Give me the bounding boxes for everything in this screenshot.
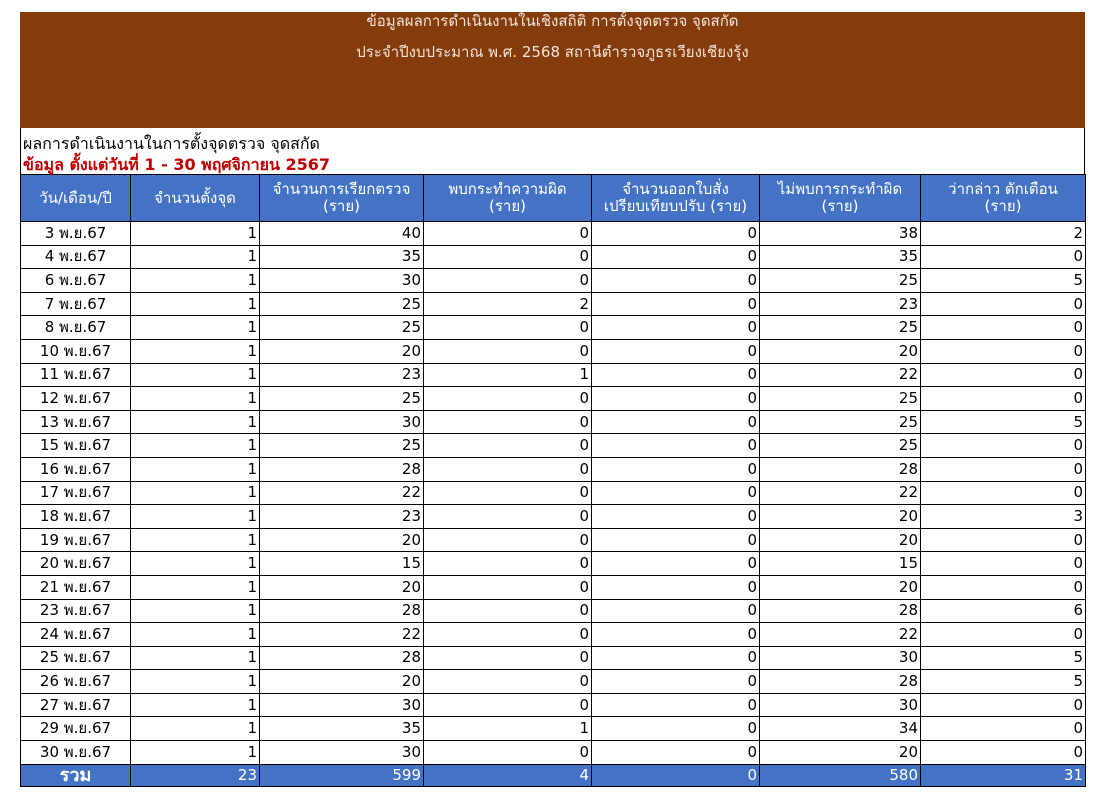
cell-no-offense: 25 [760,434,921,458]
cell-tickets-issued: 0 [592,269,760,293]
cell-tickets-issued: 0 [592,741,760,765]
table-row [21,245,1086,269]
cell-warnings: 0 [921,245,1086,269]
cell-tickets-issued: 0 [592,599,760,623]
cell-no-offense: 28 [760,457,921,481]
cell-no-offense: 25 [760,269,921,293]
stats-sheet [20,128,1085,787]
cell-warnings: 3 [921,505,1086,529]
cell-offenses-found: 0 [424,222,592,246]
total-label: รวม [21,764,131,786]
cell-warnings: 0 [921,575,1086,599]
cell-warnings: 5 [921,410,1086,434]
cell-no-offense: 20 [760,741,921,765]
cell-date: 29 พ.ย.67 [21,717,131,741]
table-row [21,316,1086,340]
cell-warnings: 0 [921,693,1086,717]
cell-offenses-found: 2 [424,292,592,316]
table-row [21,363,1086,387]
total-tickets-issued: 0 [592,764,760,786]
cell-tickets-issued: 0 [592,528,760,552]
cell-tickets-issued: 0 [592,410,760,434]
cell-date: 12 พ.ย.67 [21,387,131,411]
cell-tickets-issued: 0 [592,363,760,387]
cell-no-offense: 15 [760,552,921,576]
cell-checkpoints: 1 [131,387,260,411]
cell-warnings: 0 [921,339,1086,363]
cell-warnings: 0 [921,292,1086,316]
table-row [21,481,1086,505]
table-caption [20,128,1085,174]
table-row [21,528,1086,552]
cell-no-offense: 28 [760,670,921,694]
table-row [21,269,1086,293]
cell-warnings: 0 [921,552,1086,576]
table-row [21,717,1086,741]
cell-checkpoints: 1 [131,457,260,481]
cell-date: 26 พ.ย.67 [21,670,131,694]
table-row [21,599,1086,623]
col-header-offenses-found: พบกระทำความผิด (ราย) [424,175,592,222]
total-inspections: 599 [260,764,424,786]
header-row [21,175,1086,222]
cell-offenses-found: 0 [424,552,592,576]
cell-checkpoints: 1 [131,269,260,293]
cell-inspections: 23 [260,505,424,529]
cell-checkpoints: 1 [131,528,260,552]
cell-offenses-found: 0 [424,269,592,293]
cell-inspections: 40 [260,222,424,246]
cell-offenses-found: 0 [424,316,592,340]
cell-warnings: 0 [921,363,1086,387]
cell-offenses-found: 0 [424,623,592,647]
cell-warnings: 0 [921,481,1086,505]
table-row [21,646,1086,670]
cell-checkpoints: 1 [131,623,260,647]
cell-offenses-found: 0 [424,646,592,670]
cell-no-offense: 25 [760,316,921,340]
cell-inspections: 30 [260,410,424,434]
cell-offenses-found: 0 [424,339,592,363]
cell-offenses-found: 0 [424,575,592,599]
cell-inspections: 28 [260,646,424,670]
cell-no-offense: 30 [760,646,921,670]
cell-inspections: 22 [260,481,424,505]
cell-inspections: 28 [260,599,424,623]
cell-date: 20 พ.ย.67 [21,552,131,576]
cell-offenses-found: 0 [424,481,592,505]
cell-tickets-issued: 0 [592,717,760,741]
cell-warnings: 5 [921,646,1086,670]
cell-checkpoints: 1 [131,316,260,340]
cell-no-offense: 22 [760,623,921,647]
table-row [21,292,1086,316]
table-row [21,552,1086,576]
cell-checkpoints: 1 [131,410,260,434]
cell-no-offense: 38 [760,222,921,246]
cell-tickets-issued: 0 [592,670,760,694]
cell-tickets-issued: 0 [592,693,760,717]
cell-warnings: 0 [921,623,1086,647]
cell-no-offense: 22 [760,363,921,387]
table-row [21,741,1086,765]
cell-offenses-found: 0 [424,457,592,481]
cell-inspections: 28 [260,457,424,481]
cell-tickets-issued: 0 [592,245,760,269]
cell-warnings: 5 [921,269,1086,293]
table-row [21,505,1086,529]
cell-tickets-issued: 0 [592,222,760,246]
cell-checkpoints: 1 [131,693,260,717]
cell-tickets-issued: 0 [592,387,760,411]
cell-warnings: 0 [921,457,1086,481]
cell-offenses-found: 0 [424,505,592,529]
table-row [21,434,1086,458]
cell-no-offense: 20 [760,528,921,552]
cell-date: 23 พ.ย.67 [21,599,131,623]
cell-no-offense: 35 [760,245,921,269]
cell-tickets-issued: 0 [592,505,760,529]
cell-inspections: 25 [260,316,424,340]
table-row [21,575,1086,599]
cell-no-offense: 25 [760,387,921,411]
cell-date: 3 พ.ย.67 [21,222,131,246]
cell-no-offense: 28 [760,599,921,623]
total-checkpoints: 23 [131,764,260,786]
banner-subtitle: ประจำปีงบประมาณ พ.ศ. 2568 สถานีตำรวจภูธรเวียงเชียงรุ้ง [356,43,749,61]
cell-date: 13 พ.ย.67 [21,410,131,434]
cell-warnings: 0 [921,717,1086,741]
col-header-no-offense: ไม่พบการกระทำผิด (ราย) [760,175,921,222]
table-body [21,222,1086,787]
cell-checkpoints: 1 [131,363,260,387]
cell-inspections: 15 [260,552,424,576]
cell-offenses-found: 0 [424,410,592,434]
cell-date: 18 พ.ย.67 [21,505,131,529]
cell-offenses-found: 0 [424,599,592,623]
cell-offenses-found: 0 [424,434,592,458]
cell-warnings: 2 [921,222,1086,246]
cell-tickets-issued: 0 [592,646,760,670]
cell-tickets-issued: 0 [592,434,760,458]
table-row [21,410,1086,434]
cell-offenses-found: 0 [424,741,592,765]
cell-no-offense: 20 [760,505,921,529]
cell-offenses-found: 1 [424,717,592,741]
cell-inspections: 20 [260,528,424,552]
total-no-offense: 580 [760,764,921,786]
cell-date: 10 พ.ย.67 [21,339,131,363]
cell-warnings: 0 [921,387,1086,411]
cell-date: 25 พ.ย.67 [21,646,131,670]
cell-checkpoints: 1 [131,434,260,458]
cell-no-offense: 23 [760,292,921,316]
cell-no-offense: 20 [760,575,921,599]
total-warnings: 31 [921,764,1086,786]
col-header-inspections: จำนวนการเรียกตรวจ (ราย) [260,175,424,222]
cell-inspections: 25 [260,292,424,316]
cell-inspections: 25 [260,434,424,458]
cell-inspections: 30 [260,269,424,293]
cell-checkpoints: 1 [131,717,260,741]
cell-checkpoints: 1 [131,481,260,505]
cell-inspections: 22 [260,623,424,647]
caption-title: ผลการดำเนินงานในการตั้งจุดตรวจ จุดสกัด [23,134,320,153]
cell-inspections: 20 [260,339,424,363]
table-row [21,339,1086,363]
cell-date: 24 พ.ย.67 [21,623,131,647]
cell-tickets-issued: 0 [592,575,760,599]
cell-tickets-issued: 0 [592,339,760,363]
cell-inspections: 23 [260,363,424,387]
table-row [21,623,1086,647]
cell-no-offense: 22 [760,481,921,505]
cell-date: 27 พ.ย.67 [21,693,131,717]
cell-checkpoints: 1 [131,222,260,246]
checkpoint-stats-table [20,174,1086,787]
caption-date-range: ข้อมูล ตั้งแต่วันที่ 1 - 30 พฤศจิกายน 2567 [23,155,331,174]
cell-date: 6 พ.ย.67 [21,269,131,293]
cell-checkpoints: 1 [131,646,260,670]
cell-inspections: 35 [260,717,424,741]
cell-warnings: 5 [921,670,1086,694]
col-header-date: วัน/เดือน/ปี [21,175,131,222]
cell-inspections: 25 [260,387,424,411]
cell-warnings: 6 [921,599,1086,623]
cell-tickets-issued: 0 [592,292,760,316]
cell-offenses-found: 0 [424,693,592,717]
cell-inspections: 35 [260,245,424,269]
report-banner [20,12,1085,128]
total-row [21,764,1086,786]
cell-date: 19 พ.ย.67 [21,528,131,552]
cell-tickets-issued: 0 [592,457,760,481]
cell-inspections: 20 [260,575,424,599]
cell-checkpoints: 1 [131,741,260,765]
cell-no-offense: 20 [760,339,921,363]
cell-offenses-found: 0 [424,245,592,269]
cell-warnings: 0 [921,434,1086,458]
cell-tickets-issued: 0 [592,316,760,340]
cell-offenses-found: 0 [424,528,592,552]
cell-date: 8 พ.ย.67 [21,316,131,340]
cell-checkpoints: 1 [131,245,260,269]
total-offenses-found: 4 [424,764,592,786]
cell-date: 16 พ.ย.67 [21,457,131,481]
cell-checkpoints: 1 [131,575,260,599]
cell-no-offense: 30 [760,693,921,717]
table-row [21,693,1086,717]
col-header-tickets-issued: จำนวนออกใบสั่ง เปรียบเทียบปรับ (ราย) [592,175,760,222]
cell-checkpoints: 1 [131,552,260,576]
cell-warnings: 0 [921,528,1086,552]
cell-checkpoints: 1 [131,599,260,623]
cell-date: 4 พ.ย.67 [21,245,131,269]
cell-date: 15 พ.ย.67 [21,434,131,458]
table-row [21,222,1086,246]
table-row [21,387,1086,411]
cell-offenses-found: 0 [424,387,592,411]
table-row [21,670,1086,694]
cell-date: 30 พ.ย.67 [21,741,131,765]
cell-checkpoints: 1 [131,670,260,694]
cell-offenses-found: 0 [424,670,592,694]
table-row [21,457,1086,481]
cell-warnings: 0 [921,741,1086,765]
banner-title: ข้อมูลผลการดำเนินงานในเชิงสถิติ การตั้งจุดตรวจ จุดสกัด [366,12,739,30]
cell-checkpoints: 1 [131,292,260,316]
cell-no-offense: 25 [760,410,921,434]
col-header-warnings: ว่ากล่าว ตักเตือน (ราย) [921,175,1086,222]
cell-date: 17 พ.ย.67 [21,481,131,505]
cell-inspections: 30 [260,741,424,765]
cell-checkpoints: 1 [131,505,260,529]
cell-checkpoints: 1 [131,339,260,363]
cell-tickets-issued: 0 [592,552,760,576]
cell-date: 11 พ.ย.67 [21,363,131,387]
cell-date: 21 พ.ย.67 [21,575,131,599]
cell-offenses-found: 1 [424,363,592,387]
cell-date: 7 พ.ย.67 [21,292,131,316]
cell-tickets-issued: 0 [592,623,760,647]
cell-inspections: 20 [260,670,424,694]
cell-no-offense: 34 [760,717,921,741]
col-header-checkpoints: จำนวนตั้งจุด [131,175,260,222]
cell-tickets-issued: 0 [592,481,760,505]
cell-inspections: 30 [260,693,424,717]
cell-warnings: 0 [921,316,1086,340]
